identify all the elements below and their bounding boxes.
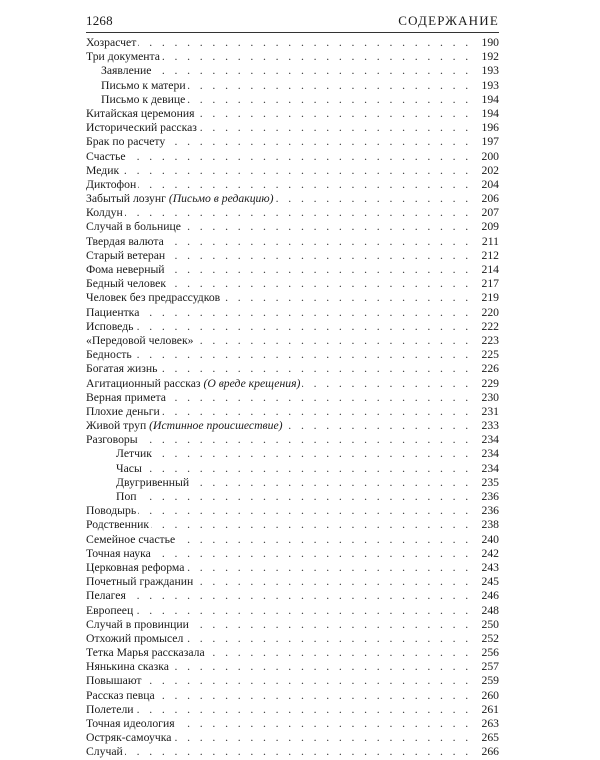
toc-entry-title: Почетный гражданин [86, 575, 194, 589]
toc-entry [86, 618, 499, 632]
toc-entry-label [86, 504, 138, 517]
toc-entry-page: 209 [478, 220, 499, 234]
toc-entry-title: Точная идеология [86, 717, 175, 730]
toc-entry-title: Бедный человек [86, 277, 167, 291]
toc-entry [86, 490, 499, 504]
toc-entry-page: 261 [478, 703, 499, 717]
table-of-contents [86, 36, 499, 760]
toc-entry-page: 259 [478, 674, 499, 688]
toc-entry-page: 225 [478, 348, 499, 362]
dot-leader [86, 745, 471, 759]
toc-entry-page: 220 [478, 306, 499, 320]
toc-entry [86, 135, 499, 149]
toc-entry-label [86, 547, 153, 560]
toc-entry [86, 164, 499, 178]
toc-entry [86, 206, 499, 220]
toc-entry-label [86, 490, 139, 503]
toc-entry [86, 660, 499, 674]
toc-entry [86, 320, 499, 334]
toc-entry-page: 219 [478, 291, 499, 305]
toc-entry [86, 504, 499, 518]
toc-entry-label [86, 306, 141, 319]
toc-entry [86, 263, 499, 277]
dot-leader [86, 206, 471, 220]
toc-entry-label [86, 121, 199, 134]
toc-entry [86, 64, 499, 78]
toc-entry-title: Церковная реформа [86, 560, 185, 574]
dot-leader [86, 36, 471, 50]
toc-entry [86, 575, 499, 589]
toc-entry-title: Разговоры [86, 433, 138, 447]
toc-entry-page: 256 [478, 646, 499, 660]
toc-entry-label [86, 291, 222, 304]
toc-entry-page: 193 [478, 79, 499, 93]
toc-entry [86, 731, 499, 745]
toc-entry-label [86, 277, 168, 290]
toc-entry [86, 50, 499, 64]
toc-entry-page: 217 [478, 277, 499, 291]
toc-entry-title: Нянькина сказка [86, 660, 169, 674]
toc-entry-label [86, 235, 166, 248]
toc-entry-title: Заявление [101, 64, 152, 78]
toc-entry-label [86, 660, 171, 673]
toc-entry [86, 419, 499, 433]
toc-entry-label [86, 405, 162, 418]
toc-entry-note: (Письмо в редакцию) [168, 192, 274, 206]
toc-entry-page: 229 [478, 377, 499, 391]
toc-entry [86, 604, 499, 618]
toc-entry [86, 220, 499, 234]
toc-entry-label [86, 164, 121, 177]
toc-entry-label [86, 632, 185, 645]
toc-entry-title: Поп [116, 490, 137, 503]
toc-entry-title: Колдун [86, 206, 123, 220]
toc-entry-label [86, 419, 285, 432]
toc-entry [86, 192, 499, 206]
toc-entry-title: Летчик [116, 447, 152, 461]
toc-entry-title: Медик [86, 163, 120, 177]
toc-entry-page: 234 [478, 462, 499, 476]
toc-entry [86, 533, 499, 547]
toc-entry-page: 231 [478, 405, 499, 419]
dot-leader [86, 703, 471, 717]
toc-entry-label [86, 476, 191, 489]
toc-entry [86, 249, 499, 263]
toc-entry-label [86, 192, 276, 205]
dot-leader [86, 589, 471, 603]
toc-entry-title: Китайская церемония [86, 106, 195, 120]
toc-entry [86, 150, 499, 164]
dot-leader [86, 150, 471, 164]
toc-entry [86, 745, 499, 759]
toc-entry [86, 561, 499, 575]
toc-entry-page: 236 [478, 504, 499, 518]
toc-entry-label [86, 391, 168, 404]
toc-entry-title: Отхожий промысел [86, 631, 184, 645]
toc-entry-page: 245 [478, 575, 499, 589]
toc-entry-label [86, 64, 154, 77]
toc-entry-title: Забытый лозунг [86, 192, 166, 206]
toc-entry [86, 121, 499, 135]
toc-entry [86, 405, 499, 419]
toc-entry-page: 260 [478, 689, 499, 703]
dot-leader [86, 490, 471, 504]
toc-entry-page: 206 [478, 192, 499, 206]
toc-entry [86, 703, 499, 717]
toc-entry-label [86, 646, 207, 659]
toc-entry-page: 211 [479, 235, 499, 249]
toc-entry-label [86, 533, 177, 546]
toc-entry-title: Брак по расчету [86, 135, 166, 149]
toc-entry-title: Пелагея [86, 589, 126, 603]
toc-entry-label [86, 433, 140, 446]
toc-entry-title: Повышают [86, 674, 142, 688]
toc-entry-title: Полетели [86, 702, 134, 716]
toc-entry-label [86, 674, 144, 687]
toc-entry-title: Родственник [86, 518, 150, 532]
dot-leader [86, 433, 471, 447]
toc-entry-title: Твердая валюта [86, 234, 164, 248]
toc-entry-page: 236 [478, 490, 499, 504]
toc-entry [86, 632, 499, 646]
toc-entry-title: Поводырь [86, 504, 137, 518]
toc-entry-page: 243 [478, 561, 499, 575]
toc-entry-label [86, 561, 186, 574]
toc-entry [86, 646, 499, 660]
toc-entry-label [86, 717, 177, 730]
toc-entry-title: Европеец [86, 603, 134, 617]
toc-entry-label [86, 334, 196, 347]
toc-entry-label [86, 320, 136, 333]
toc-entry-label [86, 618, 191, 631]
toc-entry [86, 462, 499, 476]
toc-entry-label [86, 689, 157, 702]
toc-entry-label [86, 589, 128, 602]
toc-entry [86, 107, 499, 121]
toc-entry-label [86, 79, 188, 92]
toc-entry-label [86, 249, 167, 262]
toc-entry-page: 226 [478, 362, 499, 376]
toc-entry-page: 266 [478, 745, 499, 759]
toc-entry [86, 518, 499, 532]
dot-leader [86, 178, 471, 192]
toc-entry-title: Письмо к девице [101, 92, 186, 106]
toc-entry-title: Точная наука [86, 546, 151, 560]
toc-entry-page: 242 [478, 547, 499, 561]
toc-entry-label [86, 150, 128, 163]
toc-entry-page: 233 [478, 419, 499, 433]
dot-leader [86, 604, 471, 618]
toc-entry-note: (О вреде крещения) [203, 376, 301, 390]
toc-entry-label [86, 362, 160, 375]
toc-entry-title: Случай [86, 745, 123, 759]
toc-entry-title: Часы [116, 461, 142, 475]
toc-entry [86, 433, 499, 447]
toc-entry-page: 252 [478, 632, 499, 646]
toc-entry-label [86, 93, 187, 106]
toc-entry [86, 291, 499, 305]
toc-entry [86, 391, 499, 405]
toc-entry-label [86, 178, 138, 191]
toc-entry [86, 689, 499, 703]
toc-entry-page: 204 [478, 178, 499, 192]
dot-leader [86, 306, 471, 320]
toc-entry-title: Письмо к матери [101, 78, 186, 92]
toc-entry-page: 238 [478, 518, 499, 532]
toc-entry-title: Двугривенный [116, 475, 190, 489]
toc-entry-page: 248 [478, 604, 499, 618]
toc-entry-label [86, 50, 162, 63]
toc-entry [86, 277, 499, 291]
toc-entry-title: Верная примета [86, 390, 166, 404]
toc-entry [86, 674, 499, 688]
toc-entry-title: Плохие деньги [86, 404, 160, 418]
toc-entry-title: «Передовой человек» [86, 333, 194, 347]
toc-entry [86, 377, 499, 391]
toc-entry [86, 93, 499, 107]
toc-entry-title: Старый ветеран [86, 248, 166, 262]
toc-entry-title: Тетка Марья рассказала [86, 646, 205, 660]
toc-entry-label [86, 36, 138, 49]
toc-entry-page: 235 [478, 476, 499, 490]
toc-entry [86, 447, 499, 461]
toc-entry-label [86, 731, 173, 744]
toc-entry-title: Случай в провинции [86, 617, 189, 631]
dot-leader [86, 348, 471, 362]
toc-entry-label [86, 518, 151, 531]
toc-entry-page: 193 [478, 64, 499, 78]
toc-entry-title: Живой труп [86, 419, 147, 433]
toc-entry-label [86, 135, 167, 148]
toc-entry-label [86, 348, 134, 361]
toc-entry-page: 250 [478, 618, 499, 632]
toc-entry-page: 265 [478, 731, 499, 745]
toc-entry-page: 197 [478, 135, 499, 149]
toc-entry-title: Человек без предрассудков [86, 291, 221, 305]
toc-entry-label [86, 575, 195, 588]
toc-entry-title: Рассказ певца [86, 688, 155, 702]
toc-entry-page: 230 [478, 391, 499, 405]
toc-entry-page: 202 [478, 164, 499, 178]
toc-entry-page: 192 [478, 50, 499, 64]
toc-entry-title: Богатая жизнь [86, 362, 158, 376]
toc-entry-page: 194 [478, 107, 499, 121]
toc-entry [86, 476, 499, 490]
toc-entry-page: 257 [478, 660, 499, 674]
toc-entry [86, 547, 499, 561]
toc-entry [86, 36, 499, 50]
toc-entry-title: Счастье [86, 149, 126, 163]
toc-entry-page: 223 [478, 334, 499, 348]
toc-entry-page: 190 [478, 36, 499, 50]
toc-entry-label [86, 263, 167, 276]
toc-entry-page: 196 [478, 121, 499, 135]
dot-leader [86, 164, 471, 178]
toc-entry-title: Случай в больнице [86, 220, 181, 234]
page-number: 1268 [86, 13, 113, 28]
toc-entry-title: Исповедь [86, 319, 134, 333]
dot-leader [86, 504, 471, 518]
toc-entry [86, 717, 499, 731]
toc-entry-page: 212 [478, 249, 499, 263]
toc-entry-label [86, 447, 154, 460]
toc-entry-page: 234 [478, 433, 499, 447]
toc-entry-title: Остряк-самоучка [86, 731, 172, 745]
toc-entry-title: Исторический рассказ [86, 121, 197, 135]
toc-entry-label [86, 604, 135, 617]
toc-entry-title: Фома неверный [86, 263, 165, 276]
toc-entry-note: (Истинное происшествие) [149, 419, 283, 433]
toc-entry-title: Пациентка [86, 305, 140, 319]
toc-entry-title: Агитационный рассказ [86, 376, 201, 390]
toc-entry-label [86, 377, 302, 390]
toc-entry-page: 194 [478, 93, 499, 107]
toc-entry [86, 348, 499, 362]
section-title: СОДЕРЖАНИЕ [398, 13, 499, 28]
toc-entry-title: Семейное счастье [86, 532, 176, 546]
toc-entry [86, 235, 499, 249]
toc-entry-label [86, 703, 136, 716]
toc-entry [86, 306, 499, 320]
toc-entry [86, 589, 499, 603]
toc-entry-title: Хозрасчет [86, 36, 137, 49]
toc-entry-title: Три документа [86, 50, 160, 64]
toc-entry-page: 200 [478, 150, 499, 164]
toc-entry [86, 334, 499, 348]
toc-entry-page: 207 [478, 206, 499, 220]
toc-entry-label [86, 206, 125, 219]
dot-leader [86, 320, 471, 334]
toc-entry-page: 263 [478, 717, 499, 731]
toc-entry-page: 222 [478, 320, 499, 334]
toc-entry-page: 214 [478, 263, 499, 277]
toc-entry-page: 246 [478, 589, 499, 603]
toc-entry-label [86, 107, 197, 120]
toc-entry [86, 79, 499, 93]
page-header [86, 10, 499, 33]
toc-entry-title: Диктофон [86, 177, 137, 191]
toc-entry [86, 362, 499, 376]
toc-entry-page: 234 [478, 447, 499, 461]
toc-entry-title: Бедность [86, 348, 132, 362]
toc-entry-label [86, 220, 183, 233]
toc-entry [86, 178, 499, 192]
toc-entry-label [86, 745, 125, 758]
toc-entry-page: 240 [478, 533, 499, 547]
toc-entry-label [86, 462, 144, 475]
